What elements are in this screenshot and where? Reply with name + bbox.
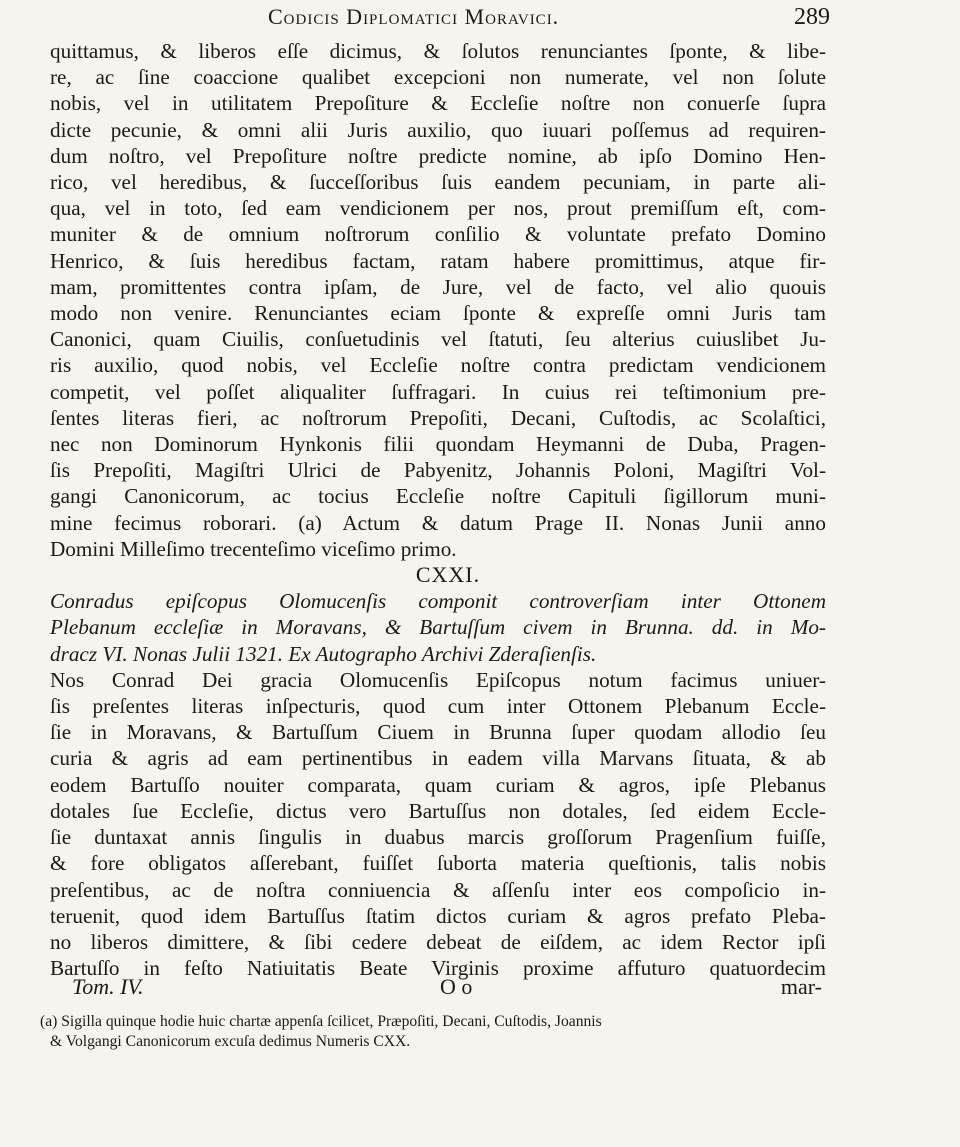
text-line: teruenit, quod idem Bartuſſus ſtatim dictos curiam & agros prefato Pleba- [50,903,826,928]
text-line: Bartuſſo in feſto Natiuitatis Beate Virginis proxime affuturo quatuordecim [50,956,826,981]
text-line: mine fecimus roborari. (a) Actum & datum Prage II. Nonas Junii anno [50,510,826,535]
text-line: no liberos dimittere, & ſibi cedere debeat de eiſdem, ac idem Rector ipſi [50,929,826,954]
text-line: curia & agris ad eam pertinentibus in eadem villa Marvans ſituata, & ab [50,746,826,771]
text-line: mam, promittentes contra ipſam, de Jure, vel de facto, vel alio quouis [50,274,826,299]
catchword: mar- [780,974,822,999]
text-line: ſie in Moravans, & Bartuſſum Ciuem in Brunna ſuper quodam allodio ſeu [50,720,826,745]
summary-line: dracz VI. Nonas Julii 1321. Ex Autographo Archivi Zderaſienſis. [50,641,597,666]
section-number: CXXI. [415,562,481,588]
signature-mark: O o [440,974,473,999]
page-number: 289 [794,4,830,30]
paragraph-2 [50,667,826,981]
text-line: re, ac ſine coaccione qualibet excepcioni non numerate, vel non ſolute [50,65,826,90]
text-line: eodem Bartuſſo nouiter comparata, quam curiam & agros, ipſe Plebanus [50,772,826,797]
footnote-line: & Volgangi Canonicorum excuſa dedimus Numeris CXX. [50,1033,411,1050]
text-line: quittamus, & liberos eſſe dicimus, & ſolutos renunciantes ſponte, & libe- [50,39,826,63]
text-line: ſis Prepoſiti, Magiſtri Ulrici de Pabyenitz, Johannis Poloni, Magiſtri Vol- [50,458,826,483]
paragraph-1 [50,38,826,562]
text-line: ſis preſentes literas inſpecturis, quod cum inter Ottonem Plebanum Eccle- [50,694,826,719]
running-title: Codicis Diplomatici Moravici. [268,4,560,29]
text-line: dicte pecunie, & omni alii Juris auxilio, quo iuuari poſſemus ad requiren- [50,117,826,142]
running-head [150,2,830,32]
text-line: modo non venire. Renunciantes eciam ſponte & expreſſe omni Juris tam [50,301,826,326]
text-line: gangi Canonicorum, ac tocius Eccleſie noſtre Capituli ſigillorum muni- [50,484,826,509]
text-line: nec non Dominorum Hynkonis filii quondam Heymanni de Duba, Pragen- [50,432,826,457]
text-line: muniter & de omnium noſtrorum conſilio & voluntate prefato Domino [50,222,826,247]
text-line: Nos Conrad Dei gracia Olomucenſis Epiſcopus notum facimus uniuer- [50,667,826,692]
body-text [50,38,826,981]
text-line: nobis, vel in utilitatem Prepoſiture & Eccleſie noſtre non conuerſe ſupra [50,91,826,116]
text-line: dum noſtro, vel Prepoſiture noſtre predicte nomine, ab ipſo Domino Hen- [50,143,826,168]
text-line: Canonici, quam Ciuilis, conſuetudinis vel ſtatuti, ſeu alterius cuiuslibet Ju- [50,327,826,352]
text-line: Domini Milleſimo trecenteſimo viceſimo primo. [50,536,457,561]
footnote [40,1012,820,1052]
page-footer [62,974,822,1004]
text-line: ris auxilio, quod nobis, vel Eccleſie noſtre contra predictam vendicionem [50,353,826,378]
text-line: ſentes literas fieri, ac noſtrorum Prepoſiti, Decani, Cuſtodis, ac Scolaſtici, [50,405,826,430]
summary-line: Conradus epiſcopus Olomucenſis componit controverſiam inter Ottonem [50,589,826,614]
footnote-line: (a) Sigilla quinque hodie huic chartæ appenſa ſcilicet, Præpoſiti, Decani, Cuſtodis, Joannis [40,1013,602,1030]
text-line: ſie duntaxat annis ſingulis in duabus marcis groſſorum Pragenſium fuiſſe, [50,825,826,850]
text-line: qua, vel in toto, ſed eam vendicionem per nos, prout premiſſum eſt, com- [50,196,826,221]
text-line: competit, vel poſſet aliqualiter ſuffragari. In cuius rei teſtimonium pre- [50,379,826,404]
charter-summary [50,588,826,667]
text-line: dotales ſue Eccleſie, dictus vero Bartuſſus non dotales, ſed eidem Eccle- [50,798,826,823]
text-line: rico, vel heredibus, & ſucceſſoribus ſuis eandem pecuniam, in parte ali- [50,170,826,195]
text-line: preſentibus, ac de noſtra conniuencia & aſſenſu inter eos compoſicio in- [50,877,826,902]
volume-label: Tom. IV. [72,974,144,999]
summary-line: Plebanum eccleſiæ in Moravans, & Bartuſſum civem in Brunna. dd. in Mo- [50,615,826,640]
text-line: & fore obligatos aſſerebant, fuiſſet ſuborta materia queſtionis, talis nobis [50,851,826,876]
text-line: Henrico, & ſuis heredibus factam, ratam habere promittimus, atque fir- [50,248,826,273]
